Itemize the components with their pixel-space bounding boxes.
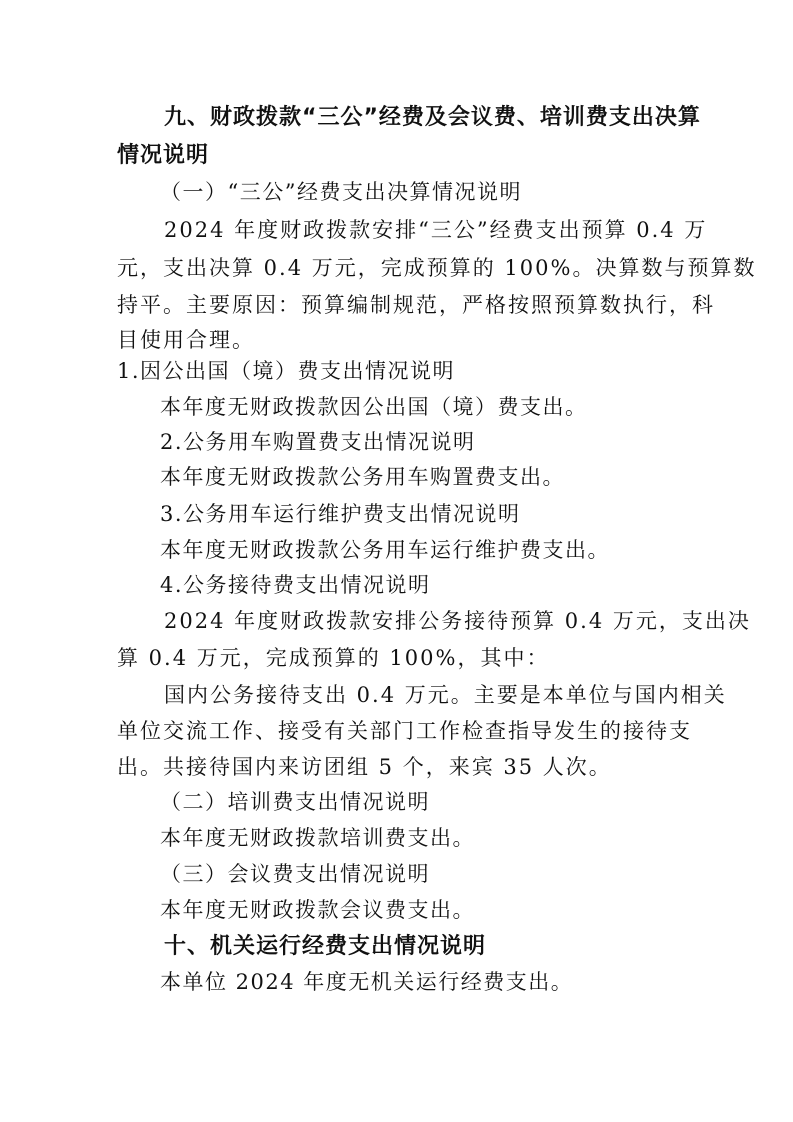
item-1-heading: 1.因公出国（境）费支出情况说明 xyxy=(117,359,456,383)
section-9-title-line-2: 情况说明 xyxy=(117,143,210,168)
item-4-paragraph-2-line-3: 出。共接待国内来访团组 5 个，来宾 35 人次。 xyxy=(117,755,612,779)
item-4-paragraph-1-line-1: 2024 年度财政拨款安排公务接待预算 0.4 万元，支出决 xyxy=(164,609,751,633)
section-10-title: 十、机关运行经费支出情况说明 xyxy=(164,934,487,959)
section-10-text: 本单位 2024 年度无机关运行经费支出。 xyxy=(160,970,574,994)
item-2-text: 本年度无财政拨款公务用车购置费支出。 xyxy=(160,465,565,489)
item-1-text: 本年度无财政拨款因公出国（境）费支出。 xyxy=(160,395,588,419)
subsection-3-heading: （三）会议费支出情况说明 xyxy=(160,862,430,886)
subsection-2-heading: （二）培训费支出情况说明 xyxy=(160,790,430,814)
subsection-1-paragraph-line-3: 持平。主要原因：预算编制规范，严格按照预算数执行，科 xyxy=(117,293,715,317)
item-3-heading: 3.公务用车运行维护费支出情况说明 xyxy=(160,502,521,526)
subsection-3-text: 本年度无财政拨款会议费支出。 xyxy=(160,898,475,922)
item-4-paragraph-2-line-2: 单位交流工作、接受有关部门工作检查指导发生的接待支 xyxy=(117,719,692,743)
subsection-1-paragraph-line-4: 目使用合理。 xyxy=(117,328,255,352)
item-4-heading: 4.公务接待费支出情况说明 xyxy=(160,573,431,597)
item-2-heading: 2.公务用车购置费支出情况说明 xyxy=(160,430,476,454)
subsection-1-paragraph-line-1: 2024 年度财政拨款安排“三公”经费支出预算 0.4 万 xyxy=(164,218,708,242)
subsection-1-paragraph-line-2: 元，支出决算 0.4 万元，完成预算的 100%。决算数与预算数 xyxy=(117,256,757,280)
item-3-text: 本年度无财政拨款公务用车运行维护费支出。 xyxy=(160,538,610,562)
section-9-title-line-1: 九、财政拨款“三公”经费及会议费、培训费支出决算 xyxy=(164,105,701,130)
subsection-2-text: 本年度无财政拨款培训费支出。 xyxy=(160,826,475,850)
item-4-paragraph-2-line-1: 国内公务接待支出 0.4 万元。主要是本单位与国内相关 xyxy=(164,683,727,707)
item-4-paragraph-1-line-2: 算 0.4 万元，完成预算的 100%，其中： xyxy=(117,646,550,670)
subsection-1-heading: （一）“三公”经费支出决算情况说明 xyxy=(160,180,522,204)
